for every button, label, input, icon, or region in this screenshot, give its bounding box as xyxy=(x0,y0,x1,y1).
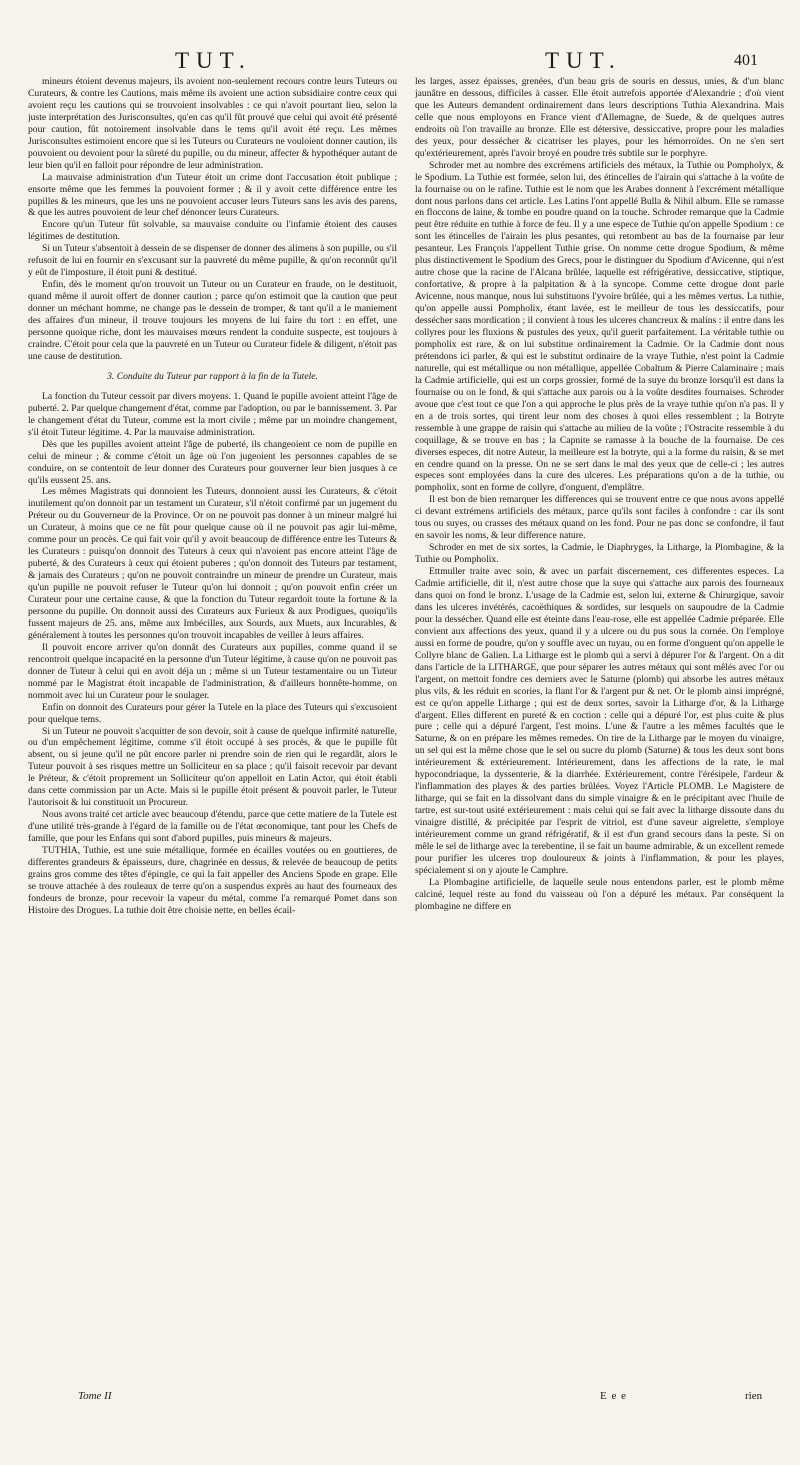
signature-mark: E e e xyxy=(600,1390,627,1402)
paragraph: Enfin on donnoit des Curateurs pour gérer la Tutele en la place des Tuteurs qui s'excusoient pour quelque tems. xyxy=(28,701,397,725)
paragraph: Il est bon de bien remarquer les differences qui se trouvent entre ce que nous avons appellé ci devant extrémens artificiels des métaux, parce qu'ils sont faciles à confondre : car ils sont tous ou suyes, ou crasses des métaux quand on les fond. Pour ne pas donc se confondre, il faut en savoir les noms, & leur difference nature. xyxy=(415,494,784,542)
running-head xyxy=(0,48,800,76)
paragraph: Dès que les pupilles avoient atteint l'âge de puberté, ils changeoient ce nom de pupille en celui de mineur ; & comme c'étoit un âge où l'on jugeoient les personnes capables de se conduire, on se contentoit de leur donner des Curateurs pour gouverner leur bien jusques à ce qu'ils eussent 25. ans. xyxy=(28,438,397,486)
paragraph: Schroder met au nombre des excrémens artificiels des métaux, la Tuthie ou Pompholyx, & le Spodium. La Tuthie est formée, selon lui, des étincelles de l'airain qui s'attache à la voûte de la fournaise ou on le rafine. Tuthie est le nom que les Arabes donnent à l'excrément métallique dont nous parlons dans cet article. Les Latins l'ont appellé Bulla & Nihil album. Elle se ramasse en floccons de laine, & tombe en poudre quand on la touche. Schroder remarque que la Cadmie peut être réduite en tuthie à force de feu. Il y a une espece de Tuthie qu'on appelle Spodium : ce sont les étincelles de l'airain les plus pesantes, qui retombent au bas de la fournaise par leur pesanteur. Les François l'appellent Tuthie grise. On nomme cette drogue Spodium, & même plus distinctivement le Spodium des Grecs, pour le distinguer du Spodium d'Avicenne, qui n'est autre chose que la racine de l'Alcana brûlée, laquelle est réfrigérative, dessiccative, stiptique, confortative, & propre à la palpitation & à la syncope. Comme cette drogue dont parle Avicenne, nous manque, nous lui substituons l'yvoire brûlée, qui a les mêmes vertus. La tuthie, qu'on appelle aussi Pompholix, étant lavée, est le meilleur de tous les dessiccatifs, pour dessécher sans mordication ; il convient à tous les ulceres chancreux & malins : il entre dans les collyres pour les fluxions & pustules des yeux, qu'il guerit parfaitement. La véritable tuthie ou pompholix est rare, & on lui substitue ordinairement la Cadmie. Or la Cadmie dont nous prétendons ici parler, & qui est le substitut ordinaire de la vraye Tuthie, n'est point la Cadmie naturelle, qui est métallique ou non métallique, appellée Cobaltum & Pierre Calaminaire ; mais la Cadmie artificielle, qui est un corps grossier, formé de la suye du bronze lorsqu'il est dans la fournaise ou on le fond, & qui s'attache aux parois ou à la voûte desdites fournaises. Schroder avoue que c'est tout ce que l'on a qui approche le plus près de la vraye tuthie qu'on n'a pas. Il y en a de trois sortes, qui tirent leur nom des choses à quoi elles ressemblent ; la Botryte ressemble à une grappe de raisin qui s'attache au milieu de la voûte ; l'Ostracite ressemble à du coquillage, & se trouve en bas ; la Capnite se ramasse à la bouche de la fournaise. De ces diverses especes, dit notre Auteur, la meilleure est la botryte, qui a la forme du raisin, & se met en cendre quand on la presse. On ne se sert dans le mal des yeux que de celle-ci ; les autres especes sont employées dans la cure des ulceres. Les préparations qu'on a de la tuthie, ou pompholix, sont en forme de collyre, d'onguent, d'emplâtre. xyxy=(415,159,784,494)
paragraph: La mauvaise administration d'un Tuteur étoit un crime dont l'accusation étoit publique ; ensorte même que les femmes la pouvoient former ; & il y avoit cette différence entre les pupilles & les mineurs, que les uns ne pouvoient accuser leurs Tuteurs sans les avis des parens, & que les autres pouvoient de leur chef dénoncer leurs Curateurs. xyxy=(28,171,397,219)
paragraph: mineurs étoient devenus majeurs, ils avoient non-seulement recours contre leurs Tuteurs ou Curateurs, & contre les Cautions, mais même ils avoient une action subsidiaire contre ceux qui avoient reçu les cautions qui se trouvoient insolvables : ce qui n'avoit pourtant lieu, selon la juste interprétation des Jurisconsultes, qu'en cas qu'il fût prouvé que celui qui avoit été présenté pour caution, fût notoirement insolvable dans le tems qu'il avoit été reçu. Les mêmes Jurisconsultes estimoient encore que si les Tuteurs ou Curateurs ne vouloient donner caution, ils pouvoient ou devoient pour la sûreté du pupille, ou du mineur, affecter & hypothéquer autant de leur bien qu'il en falloit pour répondre de leur administration. xyxy=(28,76,397,171)
paragraph: Schroder en met de six sortes, la Cadmie, le Diaphryges, la Litharge, la Plombagine, & la Tuthie ou Pompholix. xyxy=(415,542,784,566)
left-column xyxy=(28,76,397,1386)
paragraph: La Plombagine artificielle, de laquelle seule nous entendons parler, est le plomb même calciné, lequel reste au fond du vaisseau où l'on a dépuré les métaux. Par conséquent la plombagine ne differe en xyxy=(415,876,784,912)
running-head-left: TUT. xyxy=(175,48,252,73)
paragraph: Nous avons traité cet article avec beaucoup d'étendu, parce que cette matiere de la Tutele est d'une utilité très-grande à l'égard de la famille ou de l'état œconomique, tant pour les Chefs de famille, que pour les Enfans qui sont d'abord pupilles, puis mineurs & majeurs. xyxy=(28,809,397,845)
paragraph: Si un Tuteur s'absentoit à dessein de se dispenser de donner des alimens à son pupille, ou s'il refusoit de lui en fournir en s'excusant sur la pauvreté du même pupille, & qu'on reconnût qu'il y eût de l'imposture, il étoit puni & destitué. xyxy=(28,243,397,279)
paragraph: Enfin, dès le moment qu'on trouvoit un Tuteur ou un Curateur en fraude, on le destituoit, quand même il auroit offert de donner caution ; parce qu'on estimoit que la caution que peut donner un méchant homme, ne change pas le dessein de tromper, & tant qu'il a le maniement des affaires d'un mineur, il trouve toujours les moyens de lui faire du tort : en effet, une personne quoique riche, dont les mauvaises mœurs rendent la conduite suspecte, est toujours à craindre. C'étoit pour cela que la pauvreté en un Tuteur ou Curateur fidele & diligent, n'étoit pas une cause de destitution. xyxy=(28,279,397,362)
paragraph-tuthia-entry: TUTHIA, Tuthie, est une suie métallique, formée en écailles voutées ou en gouttieres, de differentes grandeurs & épaisseurs, dure, chagrinée en dessus, & relevée de beaucoup de petits grains gros comme des têtes d'épingle, ce qui la fait appeller des Anciens Spode en grape. Elle se trouve attachée à des rouleaux de terre qu'on a suspendus exprès au haut des fourneaux des fondeurs de bronze, pour recevoir la vapeur du métal, comme l'a remarqué Pomet dans son Histoire des Drogues. La tuthie doit être choisie nette, en belles écail- xyxy=(28,845,397,916)
section-heading: 3. Conduite du Tuteur par rapport à la fin de la Tutele. xyxy=(107,370,318,382)
paragraph: Il pouvoit encore arriver qu'on donnât des Curateurs aux pupilles, comme quand il se rencontroit quelque incapacité en la personne d'un Tuteur légitime, à cause qu'on ne pouvoit pas donner de Tuteur à celui qui en avoit déja un ; même si un Tuteur testamentaire ou un Tuteur nommé par le Magistrat étoit incapable de l'administration, & d'ailleurs honnête-homme, on nommoit avec lui un Curateur pour le soulager. xyxy=(28,641,397,701)
page-footer xyxy=(0,1390,800,1410)
paragraph: Les mêmes Magistrats qui donnoient les Tuteurs, donnoient aussi les Curateurs, & c'étoit inutilement qu'on donnoit par un testament un Curateur, s'il n'étoit confirmé par un jugement du Préteur ou du Gouverneur de la Province. Or on ne pouvoit pas donner à un mineur malgré lui un Curateur, à moins que ce ne fût pour quelque cause où il ne pouvoit pas agir lui-même, comme pour un procès. Ce qui fait voir qu'il y avoit beaucoup de différence entre les Tuteurs & les Curateurs : puisqu'on donnoit des Tuteurs à ceux qui n'avoient pas encore atteint l'âge de puberté, & des Curateurs à ceux qui étoient puberes ; qu'on donnoit des Tuteurs par testament, & jamais des Curateurs ; qu'on ne pouvoit contraindre un mineur de prendre un Curateur, mais qu'un pupille ne pouvoit refuser le Tuteur qu'on lui donnoit ; qu'on pouvoit enfin créer un Curateur pour une certaine cause, & que la fonction du Tuteur regardoit toute la fortune & la personne du pupille. On donnoit aussi des Curateurs aux Furieux & aux Prodigues, quoiqu'ils fussent majeurs de 25. ans, même aux Imbécilles, aux Sourds, aux Muets, aux Incurables, & généralement à toutes les personnes qu'on trouvoit incapables de veiller à leurs affaires. xyxy=(28,486,397,641)
paragraph: les larges, assez épaisses, grenées, d'un beau gris de souris en dessus, unies, & d'un blanc jaunâtre en dessous, difficiles à casser. Elle étoit autrefois apportée d'Alexandrie ; d'où vient que les Auteurs demandent ordinairement dans leurs descriptions Tuthia Alexandrina. Mais celle que nous employons en France vient d'Allemagne, de Suede, & de quelques autres endroits où l'on travaille au bronze. Elle est détersive, dessiccative, propre pour les maladies des yeux, pour dessécher & cicatriser les playes, pour les hémorroïdes. On ne s'en sert qu'extérieurement, après l'avoir broyé en poudre très subtile sur le porphyre. xyxy=(415,76,784,159)
paragraph: Encore qu'un Tuteur fût solvable, sa mauvaise conduite ou l'infamie étoient des causes légitimes de destitution. xyxy=(28,219,397,243)
running-head-right: TUT. xyxy=(545,48,622,73)
paragraph: La fonction du Tuteur cessoit par divers moyens. 1. Quand le pupille avoient atteint l'âge de puberté. 2. Par quelque changement d'état, comme par l'adoption, ou par le bannissement. 3. Par le changement d'état du Tuteur, comme est la mort civile ; même par un moindre changement, s'il étoit Tuteur légitime. 4. Par la mauvaise administration. xyxy=(28,390,397,438)
page-number: 401 xyxy=(734,52,758,69)
right-column xyxy=(415,76,784,1386)
catchword: rien xyxy=(745,1390,763,1402)
paragraph: Ettmuller traite avec soin, & avec un parfait discernement, ces differentes especes. La Cadmie artificielle, dit il, n'est autre chose que la suye qui s'attache aux parois des fourneaux dans quoi on fond le bronz. L'usage de la Cadmie est, selon lui, externe & Chirurgique, savoir dans les ulceres invétérés, cacoëthiques & sordides, sur lesquels on saupoudre de la Cadmie pour la dessécher. Quand elle est éteinte dans l'eau-rose, elle est appellée Cadmie préparée. Elle convient aux affections des yeux, quand il y a ulcere ou du pus sous la cornée. On l'employe aussi en forme de poudre, qu'on y souffle avec un tuyau, ou en forme d'onguent qu'on appelle le Collyre blanc de Galien. La Litharge est le plomb qui a servi à dépurer l'or & l'argent. On a dit dans l'article de la LITHARGE, que pour séparer les autres métaux qui sont mêlés avec l'or ou l'argent, on mettoit fondre ces derniers avec le Saturne (plomb) qui absorbe les autres métaux plus vils, & les réduit en scories, la flant l'or & l'argent pur & net. Or le plomb ainsi imprégné, est ce qu'on appelle Litharge ; qui est de deux sortes, savoir la Litharge d'or, & la Litharge d'argent. Elles different en pureté & en coction : celle qui a dépuré l'or, est plus cuite & plus pure ; celle qui a dépuré l'argent, l'est moins. L'une & l'autre a les mêmes facultés que le Saturne, & on en prépare les mêmes remedes. On tire de la Litharge par le moyen du vinaigre, un sel qui est la même chose que le sel ou sucre du plomb (Saturne) & tous les deux sont bons intérieurement & extérieurement. Intérieurement, dans les affections de la rate, le mal hypocondriaque, la dyssenterie, & la diarrhée. Extérieurement, contre l'érésipele, l'ardeur & l'inflammation des playes & des parties brûlées. Voyez l'Article PLOMB. Le Magistere de litharge, qui se fait en la dissolvant dans du simple vinaigre & en le précipitant avec l'huile de tartre, est sur-tout usité extérieurement : mais celui qui se fait avec la litharge dissoute dans du vinaigre distillé, & précipitée par l'esprit de vitriol, est d'une saveur aigrelette, s'employe intérieurement comme un grand réfrigératif, & il est d'un grand secours dans la peste. Si on mêle le sel de litharge avec la terebentine, il se fait un baume admirable, & un excellent remede pour purifier les ulceres trop douloureux & joints à l'inflammation, & pour les playes, spécialement si on y ajoute le Camphre. xyxy=(415,566,784,876)
paragraph: Si un Tuteur ne pouvoit s'acquitter de son devoir, soit à cause de quelque infirmité naturelle, ou d'un empêchement légitime, comme s'il étoit occupé à ses procès, & que le pupille fût absent, ou si jeune qu'il ne pût encore parler ni prendre soin de rien qui le regardât, alors le Tuteur pouvoit à ses risques mettre un Solliciteur en sa place ; qu'il faisoit recevoir par devant le Préteur, & c'étoit proprement un Solliciteur qu'on appelloit en Latin Actor, qui étoit établi dans cette commission par un Acte. Mais si le pupille étoit présent & pouvoit parler, le Tuteur l'autorisoit & lui constituoit un Procureur. xyxy=(28,725,397,809)
volume-label: Tome II xyxy=(78,1390,112,1402)
